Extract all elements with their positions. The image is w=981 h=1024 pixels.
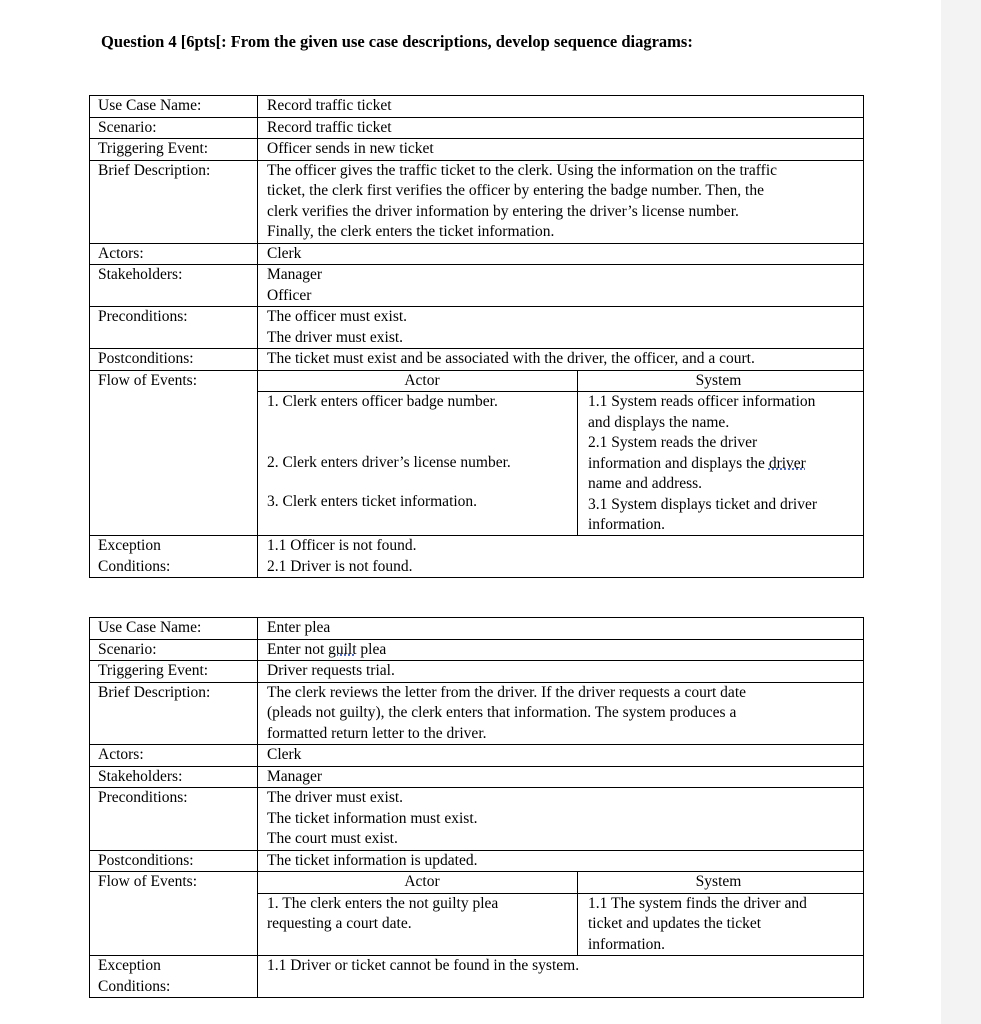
uc2-precondition: The court must exist. bbox=[267, 830, 398, 847]
uc1-precondition: The driver must exist. bbox=[267, 328, 404, 346]
uc1-brief-line: ticket, the clerk first verifies the officer by entering the badge number. Then, the bbox=[267, 182, 764, 199]
uc2-system-line: 1.1 The system finds the driver and bbox=[588, 894, 807, 912]
uc2-trigger-label: Triggering Event: bbox=[98, 662, 209, 679]
uc2-stakeholders-value: Manager bbox=[267, 767, 323, 785]
uc1-name-row bbox=[90, 96, 863, 117]
uc1-exception-label-line: Conditions: bbox=[98, 557, 171, 575]
uc2-trigger-row bbox=[90, 660, 863, 682]
uc2-brief-line: formatted return letter to the driver. bbox=[267, 724, 487, 742]
uc2-actors-value: Clerk bbox=[267, 746, 302, 763]
uc1-actor-step: 1. Clerk enters officer badge number. bbox=[267, 393, 498, 410]
uc1-post-value: The ticket must exist and be associated with the driver, the officer, and a court. bbox=[267, 350, 755, 367]
uc2-system-steps bbox=[578, 894, 863, 956]
uc2-brief-label: Brief Description: bbox=[98, 683, 211, 701]
uc1-stakeholders-value bbox=[257, 265, 863, 306]
uc1-brief-row bbox=[90, 160, 863, 243]
uc1-system-line: information. bbox=[588, 516, 666, 533]
uc1-pre-value bbox=[257, 307, 863, 348]
uc2-system-line: information. bbox=[588, 935, 666, 953]
uc1-system-line: name and address. bbox=[588, 475, 703, 492]
uc2-brief-line: (pleads not guilty), the clerk enters that information. The system produces a bbox=[267, 704, 737, 721]
uc2-actor-line: requesting a court date. bbox=[267, 915, 412, 932]
uc2-stakeholders-row bbox=[90, 766, 863, 788]
uc1-trigger-value: Officer sends in new ticket bbox=[267, 140, 434, 157]
uc2-scenario-underlined-word: guilt bbox=[328, 640, 357, 658]
uc2-system-line: ticket and updates the ticket bbox=[588, 915, 762, 932]
uc2-flow-actor-header: Actor bbox=[258, 872, 578, 893]
uc1-brief-line: The officer gives the traffic ticket to the clerk. Using the information on the traffic bbox=[267, 161, 778, 179]
uc2-brief-value bbox=[257, 683, 863, 745]
uc1-exception-row bbox=[90, 535, 863, 577]
uc1-name-value: Record traffic ticket bbox=[267, 97, 392, 114]
uc1-system-line bbox=[588, 454, 859, 475]
uc1-brief-value bbox=[257, 161, 863, 243]
uc1-actors-row bbox=[90, 243, 863, 265]
uc2-post-row bbox=[90, 850, 863, 872]
uc2-exception-value bbox=[257, 956, 863, 997]
uc1-stakeholders-label: Stakeholders: bbox=[98, 266, 183, 283]
uc1-actor-step: 3. Clerk enters ticket information. bbox=[267, 493, 478, 510]
use-case-table-2 bbox=[89, 617, 864, 998]
uc2-scenario-text: plea bbox=[356, 640, 387, 658]
uc2-trigger-value: Driver requests trial. bbox=[267, 662, 395, 679]
uc1-exception-value bbox=[257, 536, 863, 577]
uc1-system-steps bbox=[578, 392, 863, 535]
uc1-trigger-row bbox=[90, 138, 863, 160]
uc2-scenario-value bbox=[267, 640, 857, 661]
uc2-post-value: The ticket information is updated. bbox=[267, 851, 478, 869]
uc1-actors-label: Actors: bbox=[98, 244, 144, 262]
uc1-actor-step: 2. Clerk enters driver’s license number. bbox=[267, 454, 511, 471]
uc1-precondition: The officer must exist. bbox=[267, 308, 408, 325]
uc1-flow-row bbox=[90, 370, 863, 536]
uc1-flow-table bbox=[257, 371, 863, 536]
uc1-exception: 1.1 Officer is not found. bbox=[267, 537, 417, 554]
uc1-actors-value: Clerk bbox=[267, 244, 302, 262]
uc1-scenario-label: Scenario: bbox=[98, 118, 157, 136]
uc1-flow-actor-header: Actor bbox=[258, 371, 578, 392]
uc1-post-label: Postconditions: bbox=[98, 350, 194, 367]
uc1-flow-label: Flow of Events: bbox=[98, 371, 198, 389]
uc1-actor-steps bbox=[258, 392, 578, 535]
uc2-actor-steps bbox=[258, 894, 578, 956]
uc2-brief-row bbox=[90, 682, 863, 745]
use-case-table-1 bbox=[89, 95, 864, 578]
uc2-pre-row bbox=[90, 787, 863, 850]
uc1-stakeholder: Manager bbox=[267, 266, 323, 283]
uc2-name-label: Use Case Name: bbox=[98, 619, 202, 636]
uc2-flow-row bbox=[90, 871, 863, 955]
uc1-pre-label: Preconditions: bbox=[98, 308, 188, 325]
uc2-pre-label: Preconditions: bbox=[98, 789, 188, 806]
uc2-actors-row bbox=[90, 744, 863, 766]
uc1-system-underlined-word: driver bbox=[768, 454, 806, 472]
uc2-stakeholders-label: Stakeholders: bbox=[98, 767, 183, 785]
uc1-brief-label: Brief Description: bbox=[98, 161, 211, 179]
uc1-system-text: information and displays the bbox=[588, 454, 769, 472]
uc1-trigger-label: Triggering Event: bbox=[98, 140, 209, 157]
uc1-brief-line: clerk verifies the driver information by entering the driver’s license number. bbox=[267, 202, 739, 220]
uc2-post-label: Postconditions: bbox=[98, 851, 194, 869]
uc2-actor-line: 1. The clerk enters the not guilty plea bbox=[267, 894, 499, 912]
uc1-exception: 2.1 Driver is not found. bbox=[267, 557, 413, 575]
uc2-brief-line: The clerk reviews the letter from the driver. If the driver requests a court date bbox=[267, 683, 747, 701]
uc1-stakeholders-row bbox=[90, 264, 863, 306]
uc1-stakeholder: Officer bbox=[267, 286, 312, 304]
uc1-name-label: Use Case Name: bbox=[98, 97, 202, 114]
question-heading: Question 4 [6pts[: From the given use case descriptions, develop sequence diagrams: bbox=[101, 32, 693, 51]
uc1-brief-line: Finally, the clerk enters the ticket information. bbox=[267, 223, 555, 240]
uc2-scenario-label: Scenario: bbox=[98, 640, 157, 658]
uc1-scenario-row bbox=[90, 117, 863, 139]
uc2-exception-label bbox=[90, 956, 257, 997]
uc1-system-line: 1.1 System reads officer information bbox=[588, 393, 816, 410]
uc2-exception-row bbox=[90, 955, 863, 997]
uc2-flow-system-header: System bbox=[695, 873, 742, 890]
uc1-flow-system-header: System bbox=[695, 371, 742, 389]
uc2-flow-label: Flow of Events: bbox=[98, 873, 198, 890]
uc1-scenario-value: Record traffic ticket bbox=[267, 118, 392, 136]
uc2-pre-value bbox=[257, 788, 863, 850]
scrollbar[interactable] bbox=[941, 0, 981, 1024]
uc1-system-line: 3.1 System displays ticket and driver bbox=[588, 495, 818, 513]
uc1-system-line: 2.1 System reads the driver bbox=[588, 434, 758, 451]
uc1-exception-label bbox=[90, 536, 257, 577]
uc2-precondition: The ticket information must exist. bbox=[267, 809, 478, 827]
uc1-system-line: and displays the name. bbox=[588, 413, 730, 431]
uc2-precondition: The driver must exist. bbox=[267, 789, 404, 806]
uc2-name-row bbox=[90, 618, 863, 639]
uc2-flow-table bbox=[257, 872, 863, 955]
uc2-exception: 1.1 Driver or ticket cannot be found in the system. bbox=[267, 957, 580, 974]
uc1-pre-row bbox=[90, 306, 863, 348]
uc2-actors-label: Actors: bbox=[98, 746, 144, 763]
uc1-post-row bbox=[90, 348, 863, 370]
uc2-exception-label-line: Conditions: bbox=[98, 977, 171, 995]
uc2-scenario-row bbox=[90, 639, 863, 661]
uc1-exception-label-line: Exception bbox=[98, 537, 161, 554]
uc2-name-value: Enter plea bbox=[267, 619, 331, 636]
uc2-scenario-text: Enter not bbox=[267, 640, 329, 658]
uc2-exception-label-line: Exception bbox=[98, 957, 161, 974]
